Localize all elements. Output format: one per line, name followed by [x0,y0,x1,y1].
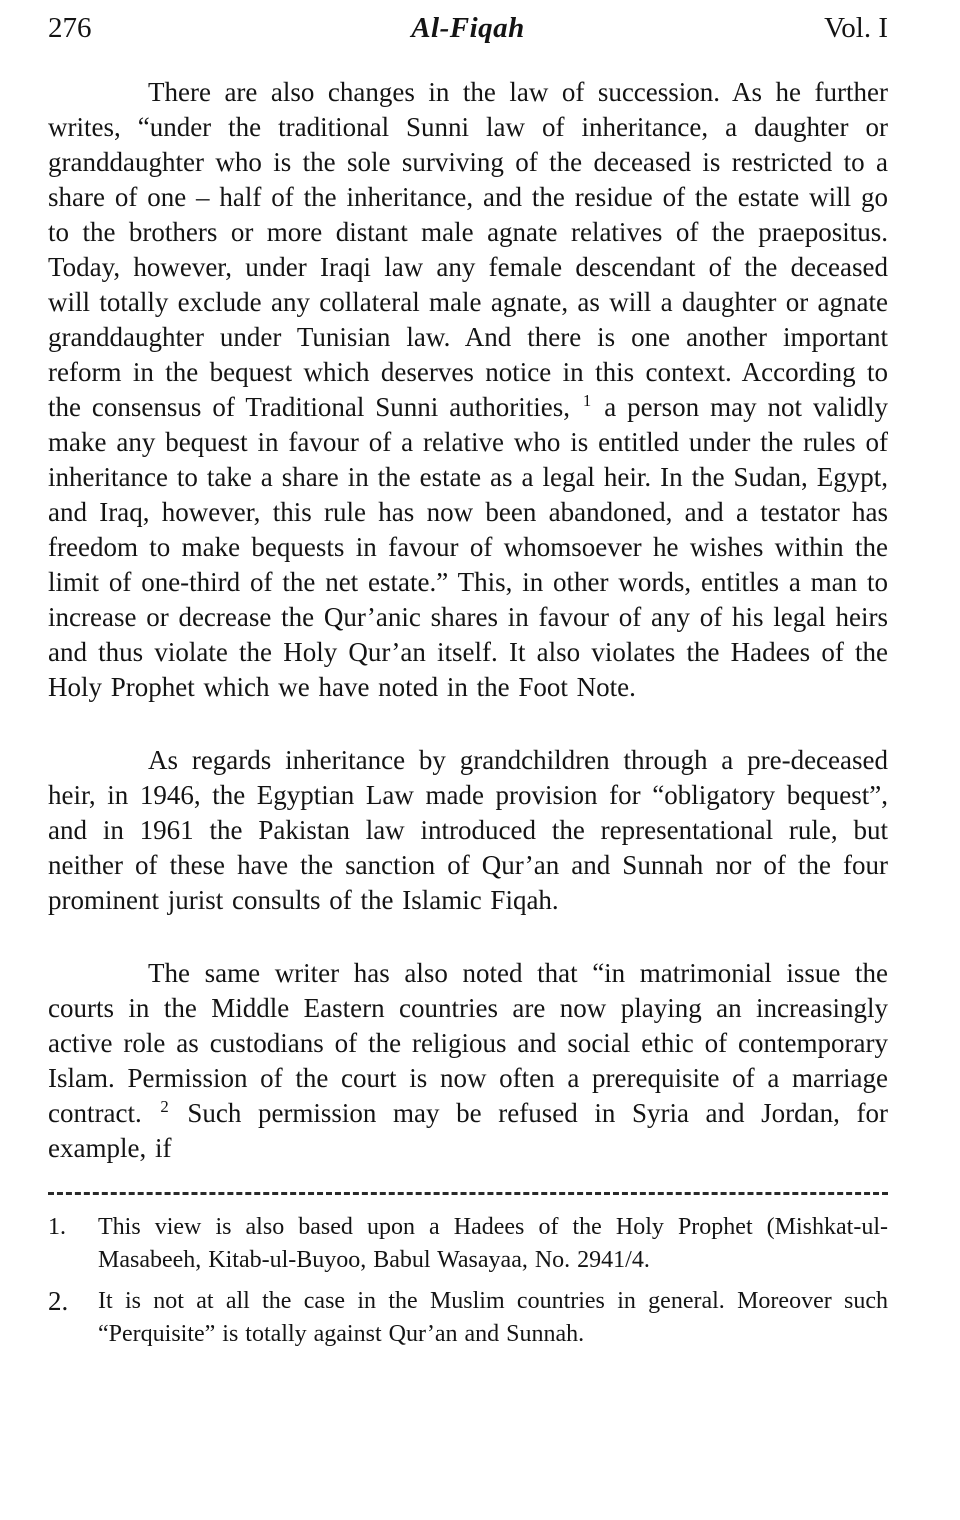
footnote-separator [48,1192,888,1195]
footnote-text-2: It is not at all the case in the Muslim countries in general. Moreover such “Perquisite” is totally against Qur’an and Sunnah. [98,1288,888,1347]
volume-label: Vol. I [824,12,888,44]
book-title: Al-Fiqah [411,12,525,44]
footnote-text-1: This view is also based upon a Hadees of the Holy Prophet (Mishkat-ul-Masabeeh, Kitab-ul-Buyoo, Babul Wasayaa, No. 2941/4. [98,1214,888,1273]
paragraph-3 [48,956,888,1166]
footnote-ref-1: 1 [582,391,592,410]
paragraph-3-text: The same writer has also noted that “in matrimonial issue the courts in the Middle Eastern countries are now playing an increasingly active role as custodians of the religious and social ethic of contemporary Islam. Permission of the court is now often a prerequisite of a marriage contract. [48,958,888,1128]
paragraph-1-text-continued: a person may not validly make any bequest in favour of a relative who is entitled under the rules of inheritance to take a share in the estate as a legal heir. In the Sudan, Egypt, and Iraq, however, this rule has now been abandoned, and a testator has freedom to make bequests in favour of whomsoever he wishes within the limit of one-third of the net estate.” This, in other words, entitles a man to increase or decrease the Qur’anic shares in favour of any of his legal heirs and thus violate the Holy Qur’an itself. It also violates the Hadees of the Holy Prophet which we have noted in the Foot Note. [48,392,888,702]
page-body [48,75,888,1166]
footnote-number-1: 1. [48,1214,66,1240]
footnote-item-1 [48,1211,888,1277]
paragraph-2-text: As regards inheritance by grandchildren through a pre-deceased heir, in 1946, the Egyptian Law made provision for “obligatory bequest”, and in 1961 the Pakistan law introduced the representational rule, but neither of these have the sanction of Qur’an and Sunnah nor of the four prominent jurist consults of the Islamic Fiqah. [48,745,888,915]
paragraph-1-text: There are also changes in the law of succession. As he further writes, “under the traditional Sunni law of inheritance, a daughter or granddaughter who is the sole surviving of the deceased is restricted to a share of one – half of the inheritance, and the residue of the estate will go to the brothers or more distant male agnate relatives of the praepositus. Today, however, under Iraqi law any female descendant of the deceased will totally exclude any collateral male agnate, as will a daughter or agnate granddaughter under Tunisian law. And there is one another important reform in the bequest which deserves notice in this context. According to the consensus of Traditional Sunni authorities, [48,77,888,422]
page-number: 276 [48,12,92,44]
paragraph-3-text-continued: Such permission may be refused in Syria and Jordan, for example, if [48,1098,888,1163]
paragraph-2 [48,743,888,918]
footnote-ref-2: 2 [160,1097,169,1116]
footnote-item-2 [48,1285,888,1351]
page-header [48,12,888,45]
footnotes-section [48,1211,888,1351]
footnote-number-2: 2. [48,1286,69,1316]
paragraph-1 [48,75,888,705]
